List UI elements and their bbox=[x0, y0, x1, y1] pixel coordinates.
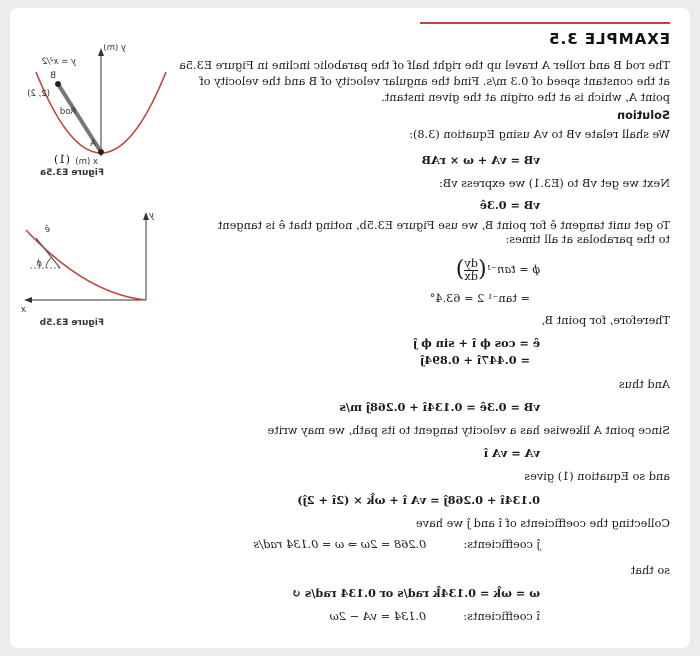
fig-a-coords-label: (2, 2) bbox=[27, 89, 50, 99]
j-coef-equation: 0.268 = 2ω ⇒ ω = 0.134 rad/s bbox=[253, 538, 427, 551]
fig-a-curve-label: y = x²/2 bbox=[41, 57, 76, 67]
fig-a-point-a bbox=[98, 149, 104, 155]
equation-1-number: (1) bbox=[53, 153, 70, 166]
i-coef-label: î coefficients: bbox=[463, 610, 540, 623]
fig-a-a-label: A bbox=[90, 139, 96, 149]
likewise-text: Since point A likewise has a velocity tangent to its path, we may write bbox=[267, 424, 670, 437]
fig-a-x-label: x (m) bbox=[75, 157, 98, 167]
tangent-text-1: To get unit tangent ê for point B, we use Figure E3.5b, noting that ê is tangent bbox=[217, 219, 670, 232]
fig-b-parabola bbox=[26, 230, 146, 300]
fig-b-y-label: y bbox=[148, 211, 154, 221]
textbook-page bbox=[10, 8, 690, 648]
solution-label: Solution bbox=[617, 109, 670, 122]
va-equation: vA = vA î bbox=[483, 446, 540, 460]
fig-a-b-label: B bbox=[50, 71, 56, 81]
frac-numerator: dy bbox=[464, 256, 479, 270]
omega-result: ω = ωk̂ = 0.134k̂ rad/s or 0.134 rad/s ↺ bbox=[291, 586, 540, 600]
collecting-text: Collecting the coefficients of î and ĵ we have bbox=[415, 517, 670, 530]
example-title: EXAMPLE 3.5 bbox=[548, 30, 670, 48]
fig-a-rod-label: Rod bbox=[59, 107, 76, 117]
fig-a-y-label: y (m) bbox=[103, 44, 126, 53]
unit-tangent-eq-2: = 0.447î + 0.894ĵ bbox=[420, 353, 530, 367]
unit-tangent-eq-1: ê = cos ϕ î + sin ϕ ĵ bbox=[413, 336, 540, 350]
intro-line-2: at the constant speed of 0.3 m/s. Find the angular velocity of B and the velocity of bbox=[199, 75, 670, 88]
phi-value: = tan⁻¹ 2 = 63.4° bbox=[429, 292, 530, 305]
fig-b-x-arrow bbox=[24, 297, 32, 303]
intro-line-1: The rod B and roller A travel up the right half of the parabolic incline in Figure E3.5a bbox=[179, 59, 670, 72]
vb-result: vB = 0.3ê = 0.134î + 0.268ĵ m/s bbox=[339, 400, 540, 414]
i-coef-equation: 0.134 = vA − 2ω bbox=[329, 610, 427, 623]
derivative-fraction bbox=[464, 258, 478, 283]
solution-recall: We shall relate vB to vA using Equation (3.8): bbox=[409, 128, 670, 141]
therefore-text: Therefore, for point B, bbox=[541, 314, 670, 327]
fig-b-angle-label: ϕ bbox=[36, 259, 42, 269]
fig-a-point-b bbox=[55, 81, 61, 87]
substituted-equation: 0.134î + 0.268ĵ = vA î + ωk̂ × (2î + 2ĵ) bbox=[297, 493, 540, 507]
phi-definition: ϕ = tan⁻¹( $\frac{dy}{dx}$ ) bbox=[455, 256, 540, 283]
intro-line-3: point A, which is at the origin at the given instant. bbox=[381, 91, 670, 104]
figure-a-caption: Figure E3.5a bbox=[40, 168, 104, 178]
next-step-text: Next we get vB to (E3.1) we express vB: bbox=[439, 177, 670, 190]
and-so-text: and so Equation (1) gives bbox=[524, 470, 670, 483]
i-coefficient-row bbox=[330, 610, 540, 624]
and-thus-text: And thus bbox=[618, 378, 670, 391]
so-that-text: so that bbox=[630, 564, 670, 577]
figure-b-caption: Figure E3.5b bbox=[39, 318, 104, 328]
phi-def-text: ϕ = tan⁻¹ bbox=[486, 263, 540, 276]
j-coef-label: ĵ coefficients: bbox=[463, 538, 540, 551]
fig-b-unit-vec-label: ê bbox=[44, 225, 50, 235]
fig-b-x-label: x bbox=[20, 305, 26, 315]
vb-equation: vB = 0.3ê bbox=[479, 198, 540, 212]
equation-1: vB = vA + ω × rAB bbox=[421, 153, 540, 167]
heading-rule bbox=[420, 22, 670, 24]
figure-b bbox=[16, 208, 156, 318]
mirrored-content bbox=[10, 8, 690, 648]
tangent-text-2: to the parabolas at all times: bbox=[505, 233, 670, 246]
fig-b-angle-arc bbox=[46, 258, 51, 268]
j-coefficient-row bbox=[253, 538, 540, 552]
figure-a bbox=[16, 44, 186, 168]
frac-denominator: dx bbox=[464, 269, 479, 283]
